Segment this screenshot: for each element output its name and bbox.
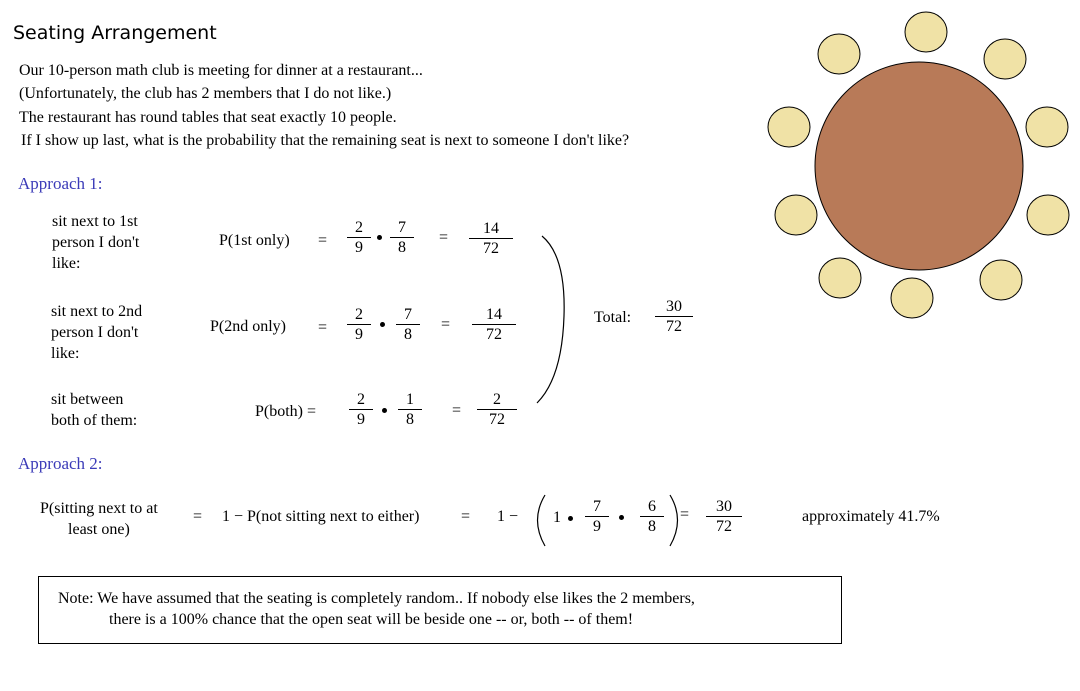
seat-2 [984, 39, 1026, 79]
case-2-description: sit next to 2nd person I don't like: [51, 303, 143, 362]
intro-question: If I show up last, what is the probability that the remaining seat is next to someone I don't like? [21, 132, 630, 149]
case-2-fraction-2: 7 8 [396, 306, 420, 343]
case-2-fraction-1: 2 9 [347, 306, 371, 343]
round-table [815, 62, 1023, 270]
note-box [38, 576, 842, 644]
right-paren [670, 495, 678, 546]
note-line-1: Note: We have assumed that the seating is completely random.. If nobody else likes the 2 members, [58, 590, 695, 607]
seat-7 [819, 258, 861, 298]
approach-2-percentage: approximately 41.7% [802, 508, 940, 525]
case-1-fraction-1: 2 9 [347, 219, 371, 256]
approach-2-one-minus: 1 − [497, 508, 519, 525]
case-1-result: 14 72 [469, 220, 513, 257]
case-3-result: 2 72 [477, 391, 517, 428]
seat-10 [818, 34, 860, 74]
case-3-description: sit between both of them: [51, 391, 138, 429]
approach-2-result: 30 72 [706, 498, 742, 535]
approach-2-heading: Approach 2: [18, 454, 103, 473]
grouping-brace [537, 236, 564, 403]
seat-5 [980, 260, 1022, 300]
approach-2-fraction-2: 6 8 [640, 498, 664, 535]
seat-1 [905, 12, 947, 52]
intro-line-1: Our 10-person math club is meeting for dinner at a restaurant... [19, 62, 423, 79]
note-line-2: there is a 100% chance that the open seat will be beside one -- or, both -- of them! [109, 611, 634, 628]
approach-2-complement: 1 − P(not sitting next to either) [222, 508, 420, 525]
case-1-description: sit next to 1st person I don't like: [52, 213, 140, 272]
seat-3 [1026, 107, 1068, 147]
seat-4 [1027, 195, 1069, 235]
total-label: Total: [594, 309, 632, 326]
case-2-equals: = [318, 319, 328, 336]
case-1-fraction-2: 7 8 [390, 219, 414, 256]
approach-2-equals-2: = [461, 508, 471, 525]
approach-2-lhs: P(sitting next to at least one) [40, 500, 158, 538]
approach-2-inner-one: 1 [553, 509, 561, 526]
approach-2-equals-3: = [680, 506, 690, 523]
multiply-dot [380, 322, 385, 327]
case-3-equals: = [452, 402, 462, 419]
intro-line-2: (Unfortunately, the club has 2 members that I do not like.) [19, 85, 392, 102]
case-1-equals-2: = [439, 229, 449, 246]
approach-2-equals-1: = [193, 508, 203, 525]
case-3-fraction-1: 2 9 [349, 391, 373, 428]
total-fraction: 30 72 [655, 298, 693, 335]
case-2-label: P(2nd only) [210, 318, 286, 335]
multiply-dot [382, 408, 387, 413]
page-title: Seating Arrangement [13, 22, 217, 44]
multiply-dot [377, 235, 382, 240]
case-3-fraction-2: 1 8 [398, 391, 422, 428]
seat-9 [768, 107, 810, 147]
multiply-dot [568, 516, 573, 521]
seat-8 [775, 195, 817, 235]
case-3-label: P(both) = [255, 403, 317, 420]
case-2-result: 14 72 [472, 306, 516, 343]
case-1-label: P(1st only) [219, 232, 290, 249]
approach-2-fraction-1: 7 9 [585, 498, 609, 535]
multiply-dot [619, 515, 624, 520]
intro-line-3: The restaurant has round tables that seat exactly 10 people. [19, 109, 397, 126]
case-2-equals-2: = [441, 316, 451, 333]
left-paren [538, 495, 546, 546]
case-1-equals: = [318, 232, 328, 249]
seat-6 [891, 278, 933, 318]
approach-1-heading: Approach 1: [18, 174, 103, 193]
